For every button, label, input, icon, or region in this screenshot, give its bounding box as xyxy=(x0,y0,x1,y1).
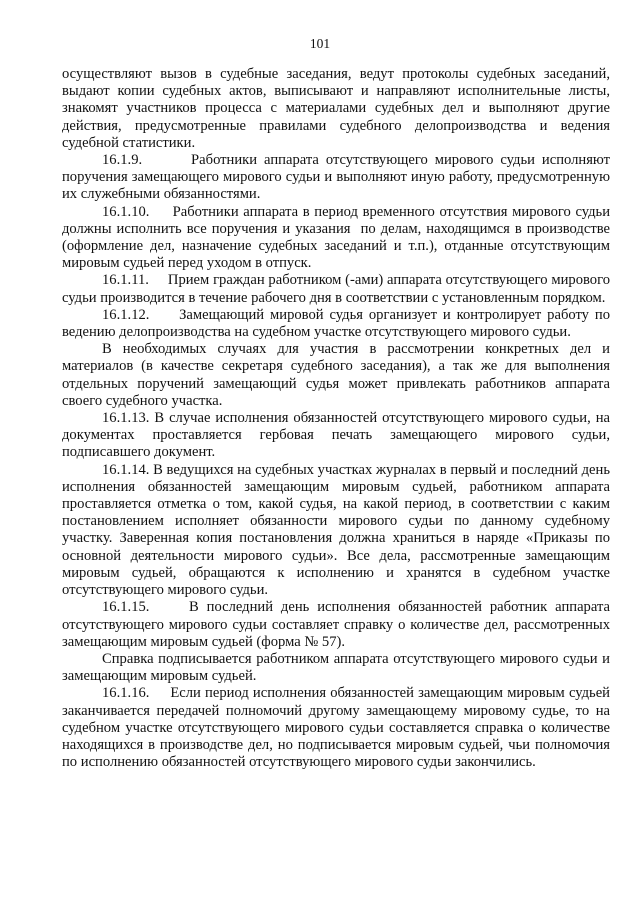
paragraph-16-1-16: 16.1.16. Если период исполнения обязанностей замещающим мировым судьей заканчивается передачей полномочий другому замещающему мировому судье, то на судебном участке отсутствующего мирового судьи составляется справка о количестве находящихся в производстве дел, но подписывается мировым судьей, чьи полномочия по исполнению обязанностей отсутствующего мирового судьи закончились. xyxy=(62,685,610,771)
paragraph-16-1-15-continuation: Справка подписывается работником аппарата отсутствующего мирового судьи и замещающим мировым судьей. xyxy=(62,650,610,685)
paragraph-16-1-11: 16.1.11. Прием граждан работником (-ами) аппарата отсутствующего мирового судьи производится в течение рабочего дня в соответствии с установленным порядком. xyxy=(62,272,610,306)
document-body xyxy=(62,66,610,771)
paragraph-16-1-13: 16.1.13. В случае исполнения обязанностей отсутствующего мирового судьи, на документах проставляется гербовая печать замещающего мирового судьи, подписавшего документ. xyxy=(62,410,610,461)
paragraph-continuation: осуществляют вызов в судебные заседания, ведут протоколы судебных заседаний, выдают копии судебных актов, выписывают и направляют исполнительные листы, знакомят участников процесса с материалами судебных дел и выполняют другие действия, предусмотренные правилами судебного делопроизводства и ведения судебной статистики. xyxy=(62,66,610,151)
page-number: 101 xyxy=(309,36,331,51)
paragraph-16-1-10: 16.1.10. Работники аппарата в период временного отсутствия мирового судьи должны исполнить все поручения и указания по делам, находящимся в производстве (оформление дел, назначение судебных заседаний и т.п.), отданные отсутствующим мировым судьей перед уходом в отпуск. xyxy=(62,203,610,272)
paragraph-16-1-15: 16.1.15. В последний день исполнения обязанностей работник аппарата отсутствующего мирового судьи составляет справку о количестве дел, рассмотренных замещающим мировым судьей (форма № 57). xyxy=(62,599,610,650)
paragraph-16-1-12-continuation: В необходимых случаях для участия в рассмотрении конкретных дел и материалов (в качестве секретаря судебного заседания), а так же для выполнения отдельных поручений замещающий судья может привлекать работников аппарата своего судебного участка. xyxy=(62,341,610,409)
paragraph-16-1-9: 16.1.9. Работники аппарата отсутствующего мирового судьи исполняют поручения замещающего мирового судьи и выполняют иную работу, предусмотренную их служебными обязанностями. xyxy=(62,152,610,203)
paragraph-16-1-12: 16.1.12. Замещающий мировой судья организует и контролирует работу по ведению делопроизводства на судебном участке отсутствующего мирового судьи. xyxy=(62,306,610,341)
paragraph-16-1-14: 16.1.14. В ведущихся на судебных участках журналах в первый и последний день исполнения обязанностей замещающим мировым судьей, работником аппарата проставляется отметка о том, какой судья, на какой период, в соответствии с каким постановлением исполняет обязанности мирового судьи по данному судебному участку. Заверенная копия постановления должна храниться в наряде «Приказы по основной деятельности мирового судьи». Все дела, рассмотренные замещающим мировым судьей, обращаются к исполнению и хранятся в судебном участке отсутствующего мирового судьи. xyxy=(62,461,610,599)
